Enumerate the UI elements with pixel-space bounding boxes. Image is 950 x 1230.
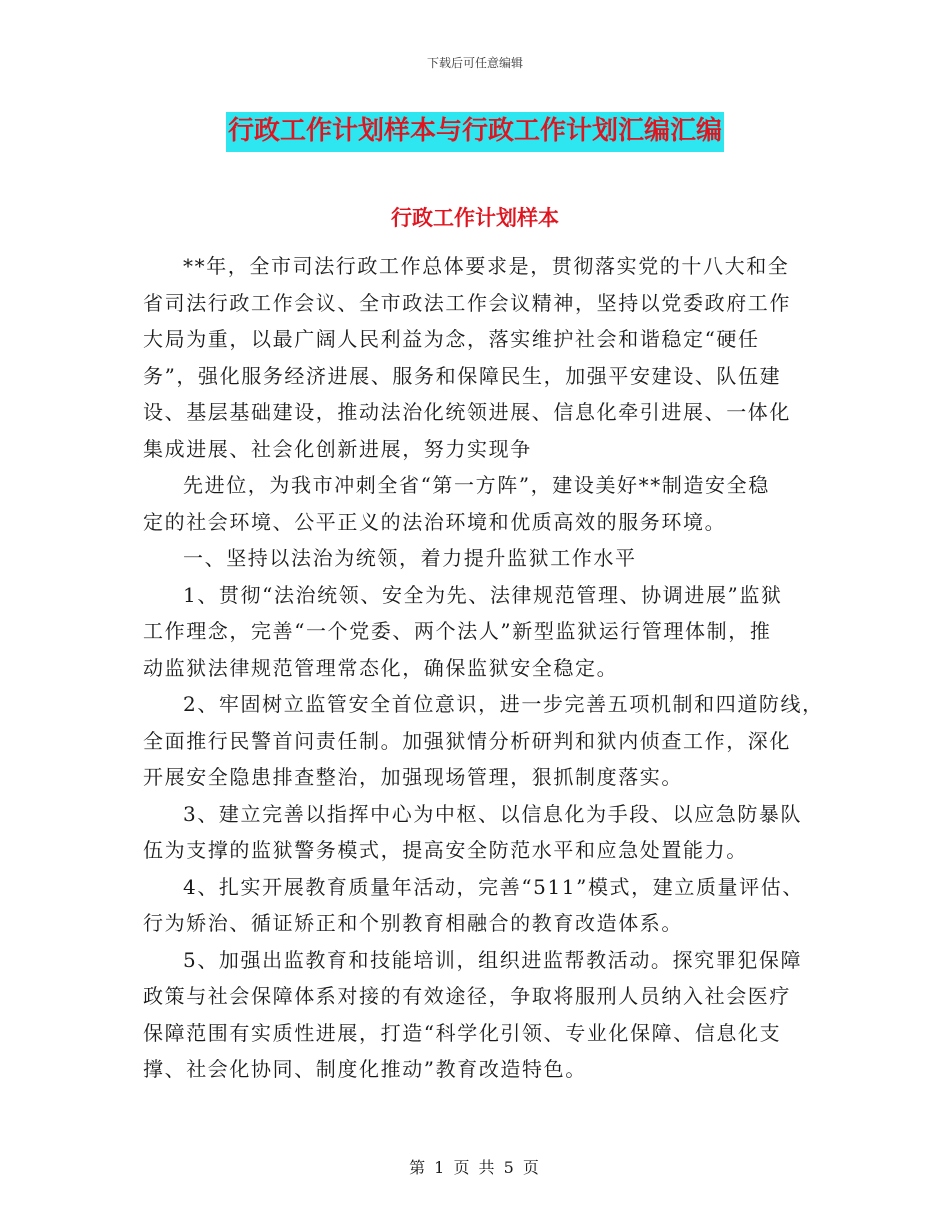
page-footer: 第 1 页 共 5 页 [409, 1158, 541, 1177]
text-line: 伍为支撑的监狱警务模式，提高安全防范水平和应急处置能力。 [143, 838, 748, 862]
paragraph [143, 796, 823, 869]
text-line: 大局为重，以最广阔人民利益为念，落实维护社会和谐稳定“硬任 [143, 327, 760, 351]
text-line: 1、贯彻“法治统领、安全为先、法律规范管理、协调进展”监狱 [183, 582, 783, 607]
text-line: 动监狱法律规范管理常态化，确保监狱安全稳定。 [143, 655, 619, 680]
text-line: 集成进展、社会化创新进展，努力实现争 [143, 436, 532, 461]
paragraph [143, 686, 823, 796]
document-title [0, 112, 950, 152]
paragraph [143, 540, 823, 577]
text-line: 2、牢固树立监管安全首位意识，进一步完善五项机制和四道防线， [183, 692, 824, 716]
text-line: 4、扎实开展教育质量年活动，完善“511”模式，建立质量评估、 [183, 874, 804, 899]
section-title: 行政工作计划样本 [391, 205, 559, 230]
text-line: 务”，强化服务经济进展、服务和保障民生，加强平安建设、队伍建 [143, 363, 782, 388]
paragraph [143, 869, 823, 942]
text-line: 设、基层基础建设，推动法治化统领进展、信息化牵引进展、一体化 [143, 400, 791, 424]
text-line: 先进位，为我市冲刺全省“第一方阵”，建设美好**制造安全稳 [183, 473, 770, 497]
paragraph [143, 577, 823, 687]
text-line: 5、加强出监教育和技能培训，组织进监帮教活动。探究罪犯保障 [183, 947, 803, 972]
paragraph [143, 942, 823, 1088]
text-line: 工作理念，完善“一个党委、两个法人”新型监狱运行管理体制，推 [143, 619, 772, 643]
text-line: 省司法行政工作会议、全市政法工作会议精神，坚持以党委政府工作 [143, 290, 791, 315]
text-line: 政策与社会保障体系对接的有效途径，争取将服刑人员纳入社会医疗 [143, 984, 791, 1008]
header-note: 下载后可任意编辑 [426, 56, 523, 70]
paragraph [143, 248, 823, 467]
paragraph [143, 467, 823, 540]
text-line: 全面推行民警首问责任制。加强狱情分析研判和狱内侦查工作，深化 [143, 728, 791, 753]
document-title-text: 行政工作计划样本与行政工作计划汇编汇编 [226, 112, 724, 152]
text-line: 撑、社会化协同、制度化推动”教育改造特色。 [143, 1057, 587, 1081]
text-line: 行为矫治、循证矫正和个别教育相融合的教育改造体系。 [143, 911, 683, 935]
text-line: **年，全市司法行政工作总体要求是，贯彻落实党的十八大和全 [183, 254, 790, 278]
text-line: 保障范围有实质性进展，打造“科学化引领、专业化保障、信息化支 [143, 1020, 782, 1045]
document-body [143, 248, 823, 1088]
text-line: 定的社会环境、公平正义的法治环境和优质高效的服务环境。 [143, 509, 727, 534]
text-line: 一、坚持以法治为统领，着力提升监狱工作水平 [183, 546, 637, 570]
text-line: 3、建立完善以指挥中心为中枢、以信息化为手段、以应急防暴队 [183, 801, 803, 826]
text-line: 开展安全隐患排查整治，加强现场管理，狠抓制度落实。 [143, 765, 683, 789]
